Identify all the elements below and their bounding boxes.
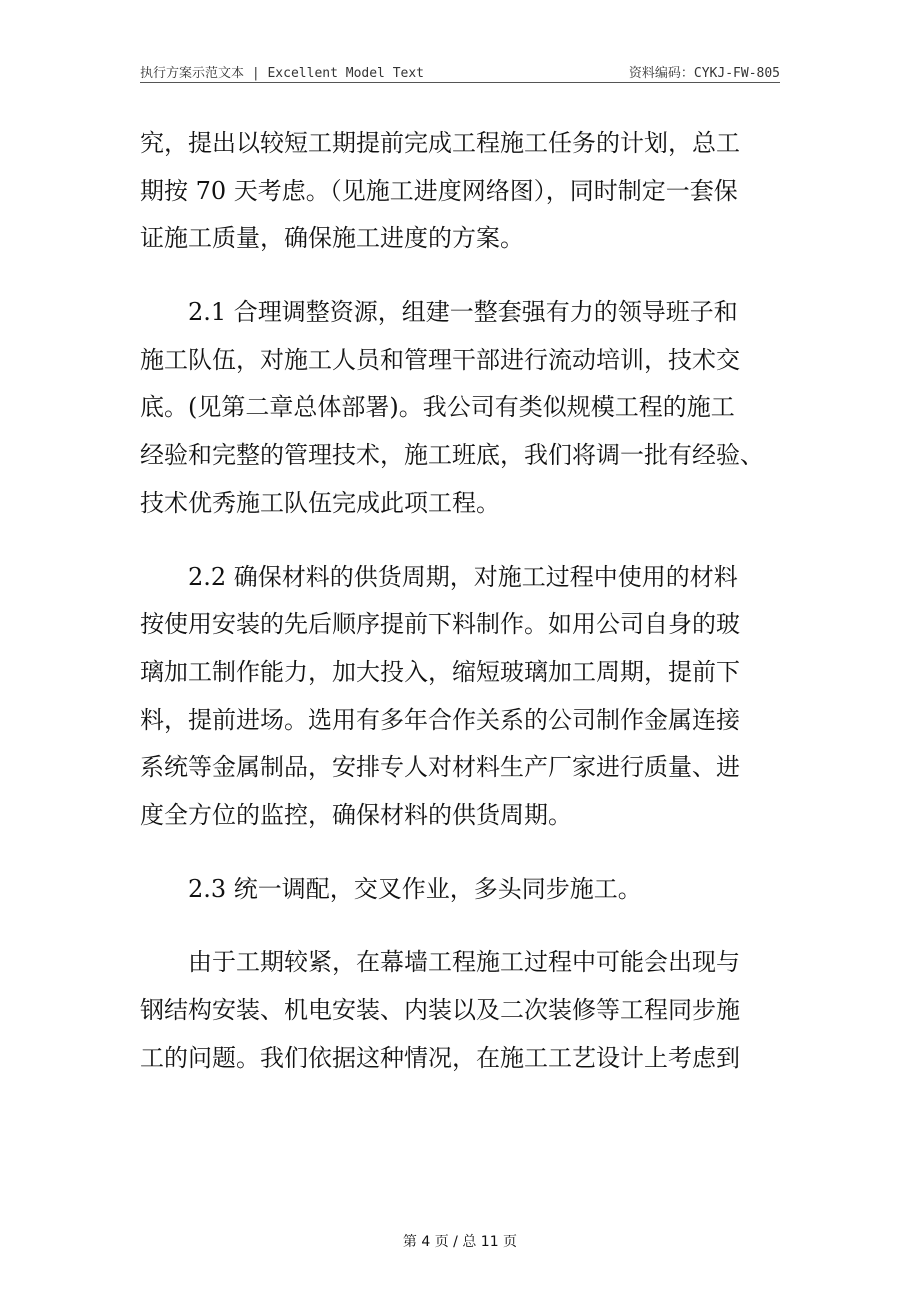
paragraph <box>140 939 780 1082</box>
text-line: 工的问题。我们依据这种情况，在施工工艺设计上考虑到 <box>140 1043 740 1072</box>
text-line: 料，提前进场。选用有多年合作关系的公司制作金属连接 <box>140 705 740 734</box>
text-line: 璃加工制作能力，加大投入，缩短玻璃加工周期，提前下 <box>140 657 740 686</box>
paragraph-2-2 <box>140 554 780 840</box>
paragraph <box>140 120 780 263</box>
text-line: 证施工质量，确保施工进度的方案。 <box>140 224 524 253</box>
text-line: 究，提出以较短工期提前完成工程施工任务的计划，总工 <box>140 129 740 157</box>
text-line: 底。(见第二章总体部署)。我公司有类似规模工程的施工 <box>140 393 735 422</box>
text-line: 度全方位的监控，确保材料的供货周期。 <box>140 800 572 829</box>
paragraph-2-3 <box>140 866 780 914</box>
text-line: 技术优秀施工队伍完成此项工程。 <box>140 488 500 517</box>
header-document-code: 资料编码：CYKJ-FW-805 <box>628 66 780 81</box>
text-line: 2.1 合理调整资源，组建一整套强有力的领导班子和 <box>188 298 738 327</box>
header-title: 执行方案示范文本 | Excellent Model Text <box>140 66 425 81</box>
paragraph-2-1 <box>140 289 780 527</box>
text-line: 经验和完整的管理技术，施工班底，我们将调一批有经验、 <box>140 441 764 470</box>
text-line: 2.2 确保材料的供货周期，对施工过程中使用的材料 <box>188 562 738 591</box>
text-line: 由于工期较紧，在幕墙工程施工过程中可能会出现与 <box>188 948 740 977</box>
document-body <box>140 120 780 1082</box>
text-line: 按使用安装的先后顺序提前下料制作。如用公司自身的玻 <box>140 610 740 639</box>
text-line: 系统等金属制品，安排专人对材料生产厂家进行质量、进 <box>140 753 740 782</box>
text-line: 2.3 统一调配，交叉作业，多头同步施工。 <box>188 874 642 903</box>
page-number: 第 4 页 / 总 11 页 <box>402 1234 518 1250</box>
text-line: 施工队伍，对施工人员和管理干部进行流动培训，技术交 <box>140 345 740 374</box>
page-header <box>140 62 780 82</box>
text-line: 钢结构安装、机电安装、内装以及二次装修等工程同步施 <box>140 996 740 1024</box>
text-line: 期按 70 天考虑。（见施工进度网络图），同时制定一套保 <box>140 176 738 205</box>
header-divider <box>140 82 780 83</box>
